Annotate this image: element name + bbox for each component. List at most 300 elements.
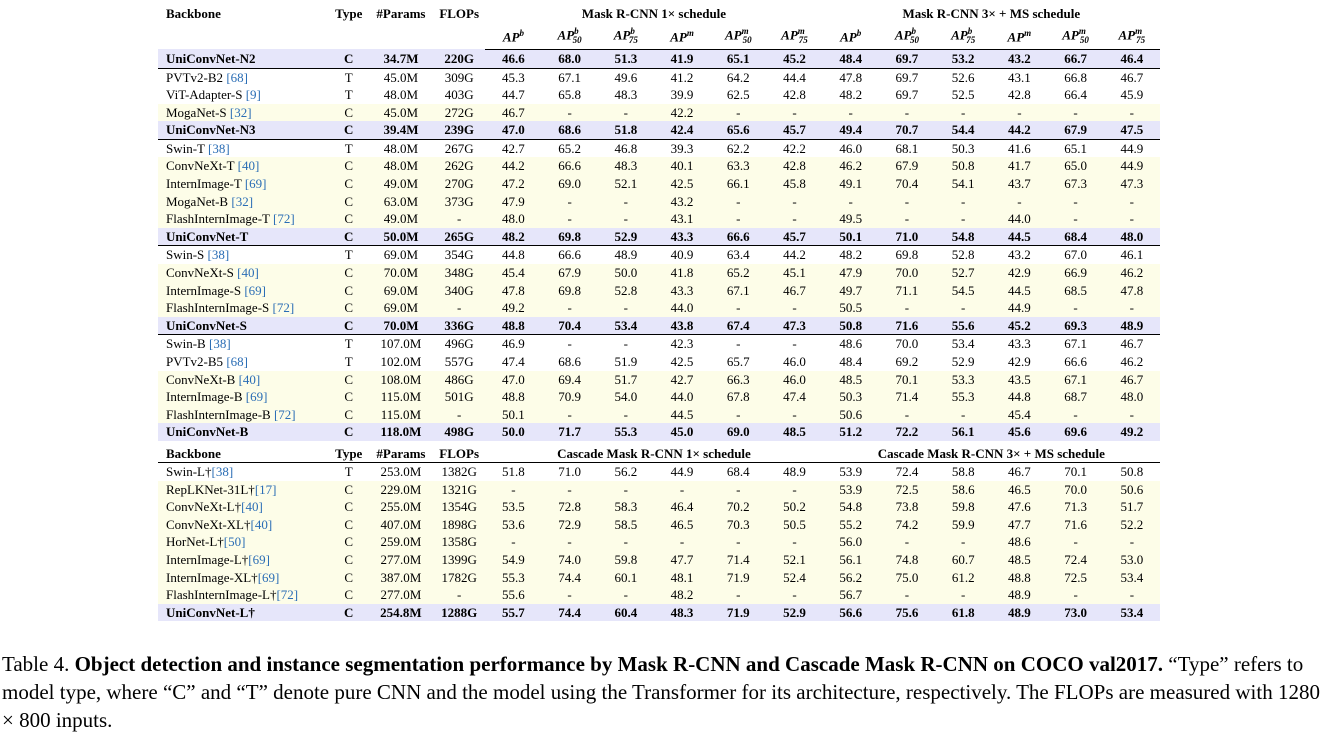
params-cell: 48.0M bbox=[369, 86, 433, 104]
metric-cell: 58.3 bbox=[598, 498, 654, 516]
metric-cell: 45.7 bbox=[766, 121, 822, 139]
metric-cell: - bbox=[710, 586, 766, 604]
metric-cell: - bbox=[935, 210, 991, 228]
metric-cell: 48.5 bbox=[991, 551, 1047, 569]
citation-link[interactable]: [72] bbox=[273, 406, 296, 422]
metric-cell: 45.4 bbox=[485, 264, 541, 282]
params-cell: 70.0M bbox=[369, 317, 433, 335]
metric-cell: 70.1 bbox=[879, 371, 935, 389]
metric-cell: 44.0 bbox=[654, 388, 710, 406]
citation-link[interactable]: [38] bbox=[207, 247, 230, 263]
backbone-name: InternImage-XL†[69] bbox=[158, 569, 329, 587]
flops-cell: 239G bbox=[433, 121, 485, 139]
metric-cell: 68.5 bbox=[1047, 282, 1103, 300]
metric-cell: 43.1 bbox=[654, 210, 710, 228]
metric-cell: 50.3 bbox=[823, 388, 879, 406]
metric-cell: 56.2 bbox=[823, 569, 879, 587]
metric-cell: 54.5 bbox=[935, 282, 991, 300]
metric-cell: 59.9 bbox=[935, 516, 991, 534]
metric-cell: 49.1 bbox=[823, 175, 879, 193]
metric-cell: 71.6 bbox=[879, 317, 935, 335]
table-row bbox=[158, 282, 1160, 300]
params-cell: 118.0M bbox=[369, 423, 433, 441]
metric-cell: - bbox=[598, 210, 654, 228]
backbone-name: ConvNeXt-L†[40] bbox=[158, 498, 329, 516]
metric-cell: - bbox=[1104, 193, 1160, 211]
metric-cell: 74.8 bbox=[879, 551, 935, 569]
metric-cell: 54.1 bbox=[935, 175, 991, 193]
metric-cell: 70.3 bbox=[710, 516, 766, 534]
flops-cell: 340G bbox=[433, 282, 485, 300]
citation-link[interactable]: [38] bbox=[211, 464, 234, 479]
metric-cell: 69.7 bbox=[879, 49, 935, 68]
metric-cell: 65.2 bbox=[710, 264, 766, 282]
metric-cell: 45.6 bbox=[991, 423, 1047, 441]
metric-cell: 45.2 bbox=[991, 317, 1047, 335]
metric-cell: 48.4 bbox=[823, 353, 879, 371]
metric-cell: 44.0 bbox=[991, 210, 1047, 228]
metric-cell: 46.7 bbox=[766, 282, 822, 300]
metric-cell: - bbox=[1047, 299, 1103, 317]
metric-cell: 50.8 bbox=[935, 157, 991, 175]
metric-cell: 67.4 bbox=[710, 317, 766, 335]
flops-cell: - bbox=[433, 586, 485, 604]
metric-cell: - bbox=[935, 104, 991, 122]
metric-cell: 50.8 bbox=[1104, 463, 1160, 481]
metric-cell: 63.3 bbox=[710, 157, 766, 175]
metric-cell: 74.4 bbox=[541, 604, 597, 622]
metric-cell: 47.8 bbox=[823, 68, 879, 86]
flops-cell: 220G bbox=[433, 49, 485, 68]
metric-cell: 41.9 bbox=[654, 49, 710, 68]
metric-cell: 52.9 bbox=[766, 604, 822, 622]
params-cell: 277.0M bbox=[369, 586, 433, 604]
params-cell: 277.0M bbox=[369, 551, 433, 569]
table-row bbox=[158, 86, 1160, 104]
metric-cell: 52.6 bbox=[935, 68, 991, 86]
metric-cell: 42.2 bbox=[654, 104, 710, 122]
header-params: #Params bbox=[376, 6, 426, 21]
metric-cell: 65.2 bbox=[542, 139, 598, 157]
metric-cell: 65.0 bbox=[1047, 157, 1103, 175]
metric-cell: 56.6 bbox=[823, 604, 879, 622]
metric-cell: 46.5 bbox=[991, 481, 1047, 499]
metric-cell: - bbox=[1047, 210, 1103, 228]
metric-cell: 48.5 bbox=[823, 371, 879, 389]
metric-cell: - bbox=[485, 533, 541, 551]
metric-cell: 53.4 bbox=[1104, 569, 1160, 587]
metric-cell: 72.9 bbox=[541, 516, 597, 534]
metric-cell: 56.7 bbox=[823, 586, 879, 604]
citation-link[interactable]: [72] bbox=[272, 300, 295, 316]
flops-cell: - bbox=[433, 210, 485, 228]
params-cell: 34.7M bbox=[369, 49, 433, 68]
metric-cell: 66.1 bbox=[710, 175, 766, 193]
citation-link[interactable]: [40] bbox=[250, 516, 273, 532]
citation-link[interactable]: [69] bbox=[257, 569, 280, 585]
metric-cell: - bbox=[598, 193, 654, 211]
metric-cell: 58.6 bbox=[935, 481, 991, 499]
metric-cell: - bbox=[598, 335, 654, 353]
metric-cell: 69.4 bbox=[542, 371, 598, 389]
backbone-name: UniConvNet-S bbox=[158, 317, 329, 335]
metric-cell: 42.9 bbox=[991, 264, 1047, 282]
backbone-name: MogaNet-B [32] bbox=[158, 193, 329, 211]
metric-cell: 53.3 bbox=[935, 371, 991, 389]
type-cell: C bbox=[329, 193, 369, 211]
metric-cell: 43.3 bbox=[991, 335, 1047, 353]
metric-cell: 44.4 bbox=[766, 68, 822, 86]
metric-cell: - bbox=[766, 406, 822, 424]
metric-cell: 48.9 bbox=[1104, 317, 1160, 335]
type-cell: C bbox=[329, 569, 369, 587]
metric-cell: 47.9 bbox=[823, 264, 879, 282]
metric-cell: 75.6 bbox=[879, 604, 935, 622]
metric-cell: 46.2 bbox=[823, 157, 879, 175]
table-row bbox=[158, 317, 1160, 335]
citation-link[interactable]: [38] bbox=[208, 140, 230, 156]
metric-cell: 68.7 bbox=[1047, 388, 1103, 406]
type-cell: C bbox=[329, 516, 369, 534]
metric-cell: - bbox=[766, 299, 822, 317]
metric-cell: 47.0 bbox=[485, 371, 541, 389]
citation-link[interactable]: [69] bbox=[248, 551, 270, 567]
metric-cell: 43.2 bbox=[991, 49, 1047, 68]
metric-cell: 53.5 bbox=[485, 498, 541, 516]
citation-link[interactable]: [9] bbox=[245, 87, 261, 103]
metric-cell: - bbox=[879, 533, 935, 551]
metric-cell: 48.9 bbox=[598, 246, 654, 264]
table-row bbox=[158, 175, 1160, 193]
metric-cell: 48.6 bbox=[823, 335, 879, 353]
flops-cell: 1382G bbox=[433, 463, 485, 481]
metric-cell: 45.0 bbox=[654, 423, 710, 441]
metric-cell: 43.2 bbox=[654, 193, 710, 211]
type-cell: C bbox=[329, 498, 369, 516]
metric-cell: 42.8 bbox=[766, 86, 822, 104]
params-cell: 50.0M bbox=[369, 228, 433, 246]
metric-cell: 40.9 bbox=[654, 246, 710, 264]
metric-cell: 61.2 bbox=[935, 569, 991, 587]
backbone-name: InternImage-B [69] bbox=[158, 388, 329, 406]
citation-link[interactable]: [40] bbox=[237, 265, 259, 281]
metric-cell: 41.7 bbox=[991, 157, 1047, 175]
metric-cell: 48.9 bbox=[991, 586, 1047, 604]
citation-link[interactable]: [40] bbox=[237, 158, 260, 174]
metric-cell: - bbox=[542, 193, 598, 211]
metric-cell: 48.8 bbox=[991, 569, 1047, 587]
metric-cell: 46.2 bbox=[1104, 264, 1160, 282]
metric-cell: 66.6 bbox=[710, 228, 766, 246]
metric-cell: 52.7 bbox=[935, 264, 991, 282]
metric-cell: 44.9 bbox=[991, 299, 1047, 317]
metric-cell: - bbox=[541, 481, 597, 499]
metric-header: $AP^m$ bbox=[991, 22, 1047, 49]
metric-cell: 48.3 bbox=[598, 86, 654, 104]
metric-cell: 72.5 bbox=[1048, 569, 1104, 587]
metric-cell: - bbox=[710, 210, 766, 228]
metric-cell: 45.2 bbox=[766, 49, 822, 68]
metric-cell: 71.3 bbox=[1048, 498, 1104, 516]
flops-cell: 373G bbox=[433, 193, 485, 211]
params-cell: 229.0M bbox=[369, 481, 433, 499]
metric-cell: 55.3 bbox=[598, 423, 654, 441]
metric-cell: - bbox=[598, 586, 654, 604]
backbone-name: InternImage-T [69] bbox=[158, 175, 329, 193]
citation-link[interactable]: [40] bbox=[241, 499, 263, 515]
params-cell: 108.0M bbox=[369, 371, 433, 389]
metric-cell: - bbox=[1104, 299, 1160, 317]
metric-cell: 70.0 bbox=[1048, 481, 1104, 499]
backbone-name: ConvNeXt-XL†[40] bbox=[158, 516, 329, 534]
metric-cell: 49.6 bbox=[598, 68, 654, 86]
metric-cell: 69.3 bbox=[1047, 317, 1103, 335]
type-cell: C bbox=[329, 228, 369, 246]
metric-cell: 64.2 bbox=[710, 68, 766, 86]
flops-cell: 403G bbox=[433, 86, 485, 104]
metric-cell: 60.1 bbox=[598, 569, 654, 587]
metric-cell: 42.7 bbox=[654, 371, 710, 389]
metric-cell: 69.6 bbox=[1047, 423, 1103, 441]
metric-cell: 54.8 bbox=[823, 498, 879, 516]
metric-cell: 66.6 bbox=[542, 157, 598, 175]
metric-cell: - bbox=[1104, 104, 1160, 122]
metric-cell: 72.4 bbox=[879, 463, 935, 481]
metric-cell: - bbox=[710, 481, 766, 499]
flops-cell: 496G bbox=[433, 335, 485, 353]
metric-cell: 46.7 bbox=[991, 463, 1047, 481]
params-cell: 107.0M bbox=[369, 335, 433, 353]
type-cell: C bbox=[329, 388, 369, 406]
metric-cell: 43.8 bbox=[654, 317, 710, 335]
metric-cell: 68.1 bbox=[879, 139, 935, 157]
metric-cell: 66.8 bbox=[1047, 68, 1103, 86]
metric-cell: - bbox=[542, 210, 598, 228]
metric-cell: 53.2 bbox=[935, 49, 991, 68]
metric-header: $AP^b_{75}$ bbox=[935, 22, 991, 49]
metric-cell: 44.8 bbox=[485, 246, 541, 264]
params-cell: 49.0M bbox=[369, 210, 433, 228]
metric-cell: 70.9 bbox=[542, 388, 598, 406]
table-row bbox=[158, 157, 1160, 175]
metric-cell: 46.1 bbox=[1104, 246, 1160, 264]
table-row bbox=[158, 68, 1160, 86]
metric-cell: - bbox=[879, 299, 935, 317]
metric-cell: 70.4 bbox=[879, 175, 935, 193]
table-row bbox=[158, 353, 1160, 371]
metric-cell: - bbox=[541, 533, 597, 551]
metric-cell: 67.0 bbox=[1047, 246, 1103, 264]
metric-cell: 51.3 bbox=[598, 49, 654, 68]
params-cell: 102.0M bbox=[369, 353, 433, 371]
metric-cell: 53.4 bbox=[935, 335, 991, 353]
metric-cell: - bbox=[879, 104, 935, 122]
metric-cell: - bbox=[654, 481, 710, 499]
metric-cell: - bbox=[879, 406, 935, 424]
type-cell: C bbox=[329, 210, 369, 228]
table-row bbox=[158, 423, 1160, 441]
backbone-name: Swin-B [38] bbox=[158, 335, 329, 353]
citation-link[interactable]: [68] bbox=[226, 69, 248, 85]
metric-cell: 63.4 bbox=[710, 246, 766, 264]
metric-cell: 52.9 bbox=[935, 353, 991, 371]
params-cell: 115.0M bbox=[369, 406, 433, 424]
citation-link[interactable]: [72] bbox=[272, 211, 295, 227]
metric-cell: 69.7 bbox=[879, 68, 935, 86]
metric-cell: - bbox=[823, 193, 879, 211]
caption-title: Object detection and instance segmentation performance by Mask R-CNN and Cascade Mask R-CNN on COCO val2017. bbox=[74, 652, 1164, 676]
metric-cell: - bbox=[935, 533, 991, 551]
metric-cell: 65.7 bbox=[710, 353, 766, 371]
metric-cell: - bbox=[541, 586, 597, 604]
metric-cell: 72.2 bbox=[879, 423, 935, 441]
metric-cell: 54.9 bbox=[485, 551, 541, 569]
metric-cell: 43.1 bbox=[991, 68, 1047, 86]
type-cell: C bbox=[329, 371, 369, 389]
header-backbone: Backbone bbox=[158, 446, 329, 463]
metric-cell: 66.9 bbox=[1047, 264, 1103, 282]
type-cell: C bbox=[329, 121, 369, 139]
metric-cell: - bbox=[542, 406, 598, 424]
metric-cell: 43.2 bbox=[991, 246, 1047, 264]
flops-cell: 501G bbox=[433, 388, 485, 406]
citation-link[interactable]: [69] bbox=[244, 282, 267, 298]
flops-cell: 272G bbox=[433, 104, 485, 122]
metric-cell: - bbox=[766, 533, 822, 551]
backbone-name: Swin-L†[38] bbox=[158, 463, 329, 481]
metric-cell: - bbox=[710, 193, 766, 211]
type-cell: T bbox=[329, 335, 369, 353]
metric-cell: 44.7 bbox=[485, 86, 541, 104]
backbone-name: Swin-S [38] bbox=[158, 246, 329, 264]
metric-cell: 50.2 bbox=[766, 498, 822, 516]
metric-cell: 39.3 bbox=[654, 139, 710, 157]
citation-link[interactable]: [50] bbox=[223, 534, 246, 550]
metric-cell: 62.5 bbox=[710, 86, 766, 104]
metric-cell: 46.0 bbox=[766, 353, 822, 371]
metric-cell: 47.3 bbox=[766, 317, 822, 335]
metric-cell: 70.0 bbox=[879, 264, 935, 282]
table-row bbox=[158, 569, 1160, 587]
type-cell: C bbox=[329, 157, 369, 175]
metric-cell: 44.8 bbox=[991, 388, 1047, 406]
type-cell: C bbox=[329, 533, 369, 551]
metric-cell: 66.7 bbox=[1047, 49, 1103, 68]
citation-link[interactable]: [40] bbox=[238, 371, 261, 387]
metric-cell: 43.7 bbox=[991, 175, 1047, 193]
backbone-name: UniConvNet-N2 bbox=[158, 49, 329, 68]
type-cell: T bbox=[329, 463, 369, 481]
metric-cell: 52.8 bbox=[935, 246, 991, 264]
citation-link[interactable]: [17] bbox=[254, 481, 277, 497]
metric-cell: - bbox=[823, 104, 879, 122]
type-cell: C bbox=[329, 49, 369, 68]
metric-cell: 68.0 bbox=[542, 49, 598, 68]
metric-cell: 71.0 bbox=[879, 228, 935, 246]
flops-cell: - bbox=[433, 406, 485, 424]
metric-cell: 52.1 bbox=[598, 175, 654, 193]
citation-link[interactable]: [72] bbox=[276, 587, 299, 603]
metric-cell: 48.6 bbox=[991, 533, 1047, 551]
metric-cell: 53.0 bbox=[1104, 551, 1160, 569]
metric-cell: 54.4 bbox=[935, 121, 991, 139]
metric-cell: 45.9 bbox=[1104, 86, 1160, 104]
caption-body: “Type” refers to model type, where “C” and “T” denote pure CNN and the model using the Transformer for its architecture, respectively. The FLOPs are measured with 1280 × 800 inputs. bbox=[2, 652, 1320, 732]
metric-cell: 47.8 bbox=[485, 282, 541, 300]
metric-cell: 48.0 bbox=[1104, 388, 1160, 406]
metric-cell: 50.0 bbox=[598, 264, 654, 282]
metric-cell: 46.7 bbox=[1104, 371, 1160, 389]
metric-cell: - bbox=[766, 481, 822, 499]
metric-cell: - bbox=[598, 104, 654, 122]
type-cell: C bbox=[329, 481, 369, 499]
metric-cell: 52.1 bbox=[766, 551, 822, 569]
citation-link[interactable]: [32] bbox=[231, 193, 254, 209]
metric-cell: 54.8 bbox=[935, 228, 991, 246]
metric-cell: 53.6 bbox=[485, 516, 541, 534]
metric-cell: - bbox=[766, 193, 822, 211]
metric-cell: - bbox=[542, 335, 598, 353]
metric-cell: 50.8 bbox=[823, 317, 879, 335]
metric-cell: - bbox=[991, 104, 1047, 122]
metric-cell: 42.8 bbox=[766, 157, 822, 175]
citation-link[interactable]: [69] bbox=[244, 176, 267, 192]
metric-cell: - bbox=[710, 299, 766, 317]
metric-cell: 39.9 bbox=[654, 86, 710, 104]
metric-cell: 42.5 bbox=[654, 353, 710, 371]
citation-link[interactable]: [32] bbox=[229, 104, 252, 120]
metric-cell: 46.7 bbox=[485, 104, 541, 122]
metric-cell: 65.1 bbox=[1047, 139, 1103, 157]
metric-cell: - bbox=[935, 193, 991, 211]
backbone-name: UniConvNet-B bbox=[158, 423, 329, 441]
metric-cell: 71.9 bbox=[710, 569, 766, 587]
backbone-name: UniConvNet-T bbox=[158, 228, 329, 246]
metric-cell: 68.6 bbox=[542, 353, 598, 371]
metric-cell: - bbox=[542, 104, 598, 122]
metric-cell: 44.9 bbox=[1104, 157, 1160, 175]
type-cell: C bbox=[329, 299, 369, 317]
metric-cell: 49.5 bbox=[823, 210, 879, 228]
backbone-name: ConvNeXt-T [40] bbox=[158, 157, 329, 175]
metric-cell: 51.7 bbox=[1104, 498, 1160, 516]
backbone-name: ConvNeXt-S [40] bbox=[158, 264, 329, 282]
metric-cell: - bbox=[1047, 406, 1103, 424]
citation-link[interactable]: [68] bbox=[226, 354, 248, 370]
metric-cell: 45.3 bbox=[485, 68, 541, 86]
metric-cell: 59.8 bbox=[935, 498, 991, 516]
citation-link[interactable]: [38] bbox=[208, 336, 231, 352]
metric-cell: 51.8 bbox=[485, 463, 541, 481]
metric-cell: 48.2 bbox=[654, 586, 710, 604]
metric-cell: 48.1 bbox=[654, 569, 710, 587]
metric-cell: 72.4 bbox=[1048, 551, 1104, 569]
metric-cell: 70.7 bbox=[879, 121, 935, 139]
metric-cell: 66.6 bbox=[1047, 353, 1103, 371]
metric-cell: 51.9 bbox=[598, 353, 654, 371]
type-cell: C bbox=[329, 282, 369, 300]
metric-cell: 53.9 bbox=[823, 481, 879, 499]
metric-cell: 50.6 bbox=[1104, 481, 1160, 499]
metric-cell: 46.7 bbox=[1104, 335, 1160, 353]
metric-cell: 51.2 bbox=[823, 423, 879, 441]
citation-link[interactable]: [69] bbox=[245, 389, 268, 405]
metric-cell: 71.0 bbox=[541, 463, 597, 481]
params-cell: 115.0M bbox=[369, 388, 433, 406]
metric-cell: 68.6 bbox=[542, 121, 598, 139]
metric-cell: 48.4 bbox=[823, 49, 879, 68]
header-group-cascade-3x: Cascade Mask R-CNN 3× + MS schedule bbox=[823, 446, 1160, 463]
